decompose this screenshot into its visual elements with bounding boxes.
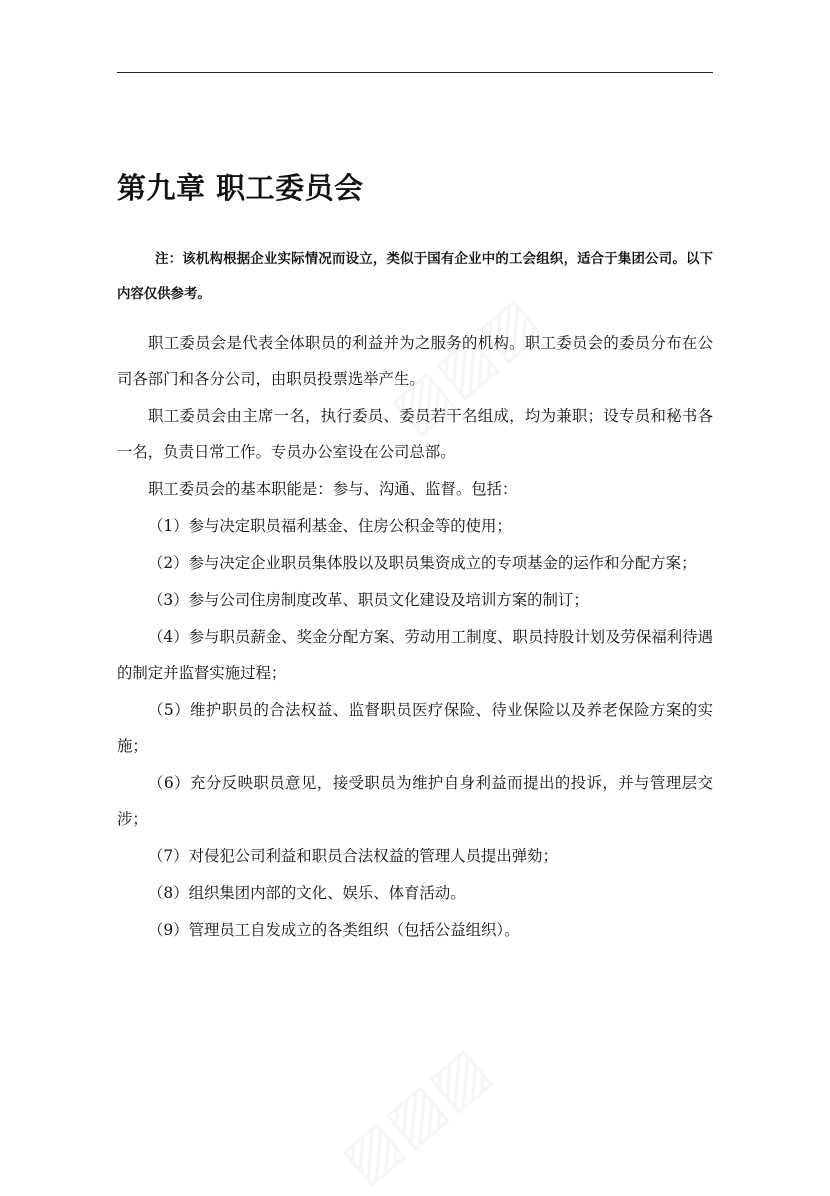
paragraph: 职工委员会是代表全体职员的利益并为之服务的机构。职工委员会的委员分布在公司各部门和各分公司，由职员投票选举产生。 bbox=[117, 334, 713, 388]
function-item: （7）对侵犯公司利益和职员合法权益的管理人员提出弹劾； bbox=[148, 847, 558, 865]
body-text bbox=[117, 242, 713, 949]
function-item: （4）参与职员薪金、奖金分配方案、劳动用工制度、职员持股计划及劳保福利待遇的制定并监督实施过程； bbox=[117, 628, 713, 682]
function-item: （6）充分反映职员意见，接受职员为维护自身利益而提出的投诉，并与管理层交涉； bbox=[117, 774, 713, 828]
function-item: （9）管理员工自发成立的各类组织（包括公益组织）。 bbox=[148, 921, 520, 939]
function-item: （2）参与决定企业职员集体股以及职员集资成立的专项基金的运作和分配方案； bbox=[148, 554, 697, 572]
function-item: （3）参与公司住房制度改革、职员文化建设及培训方案的制订； bbox=[148, 591, 589, 609]
function-item: （8）组织集团内部的文化、娱乐、体育活动。 bbox=[148, 884, 466, 902]
chapter-title: 第九章 职工委员会 bbox=[117, 171, 364, 205]
function-item: （1）参与决定职员福利基金、住房公积金等的使用； bbox=[148, 517, 512, 535]
editor-note: 注：该机构根据企业实际情况而设立，类似于国有企业中的工会组织，适合于集团公司。以下内容仅供参考。 bbox=[117, 252, 713, 302]
paragraph: 职工委员会的基本职能是：参与、沟通、监督。包括： bbox=[148, 480, 518, 498]
paragraph: 职工委员会由主席一名，执行委员、委员若干名组成，均为兼职；设专员和秘书各一名，负责日常工作。专员办公室设在公司总部。 bbox=[117, 407, 713, 461]
header-rule bbox=[117, 72, 713, 73]
function-item: （5）维护职员的合法权益、监督职员医疗保险、待业保险以及养老保险方案的实施； bbox=[117, 701, 713, 755]
watermark bbox=[327, 1034, 502, 1196]
